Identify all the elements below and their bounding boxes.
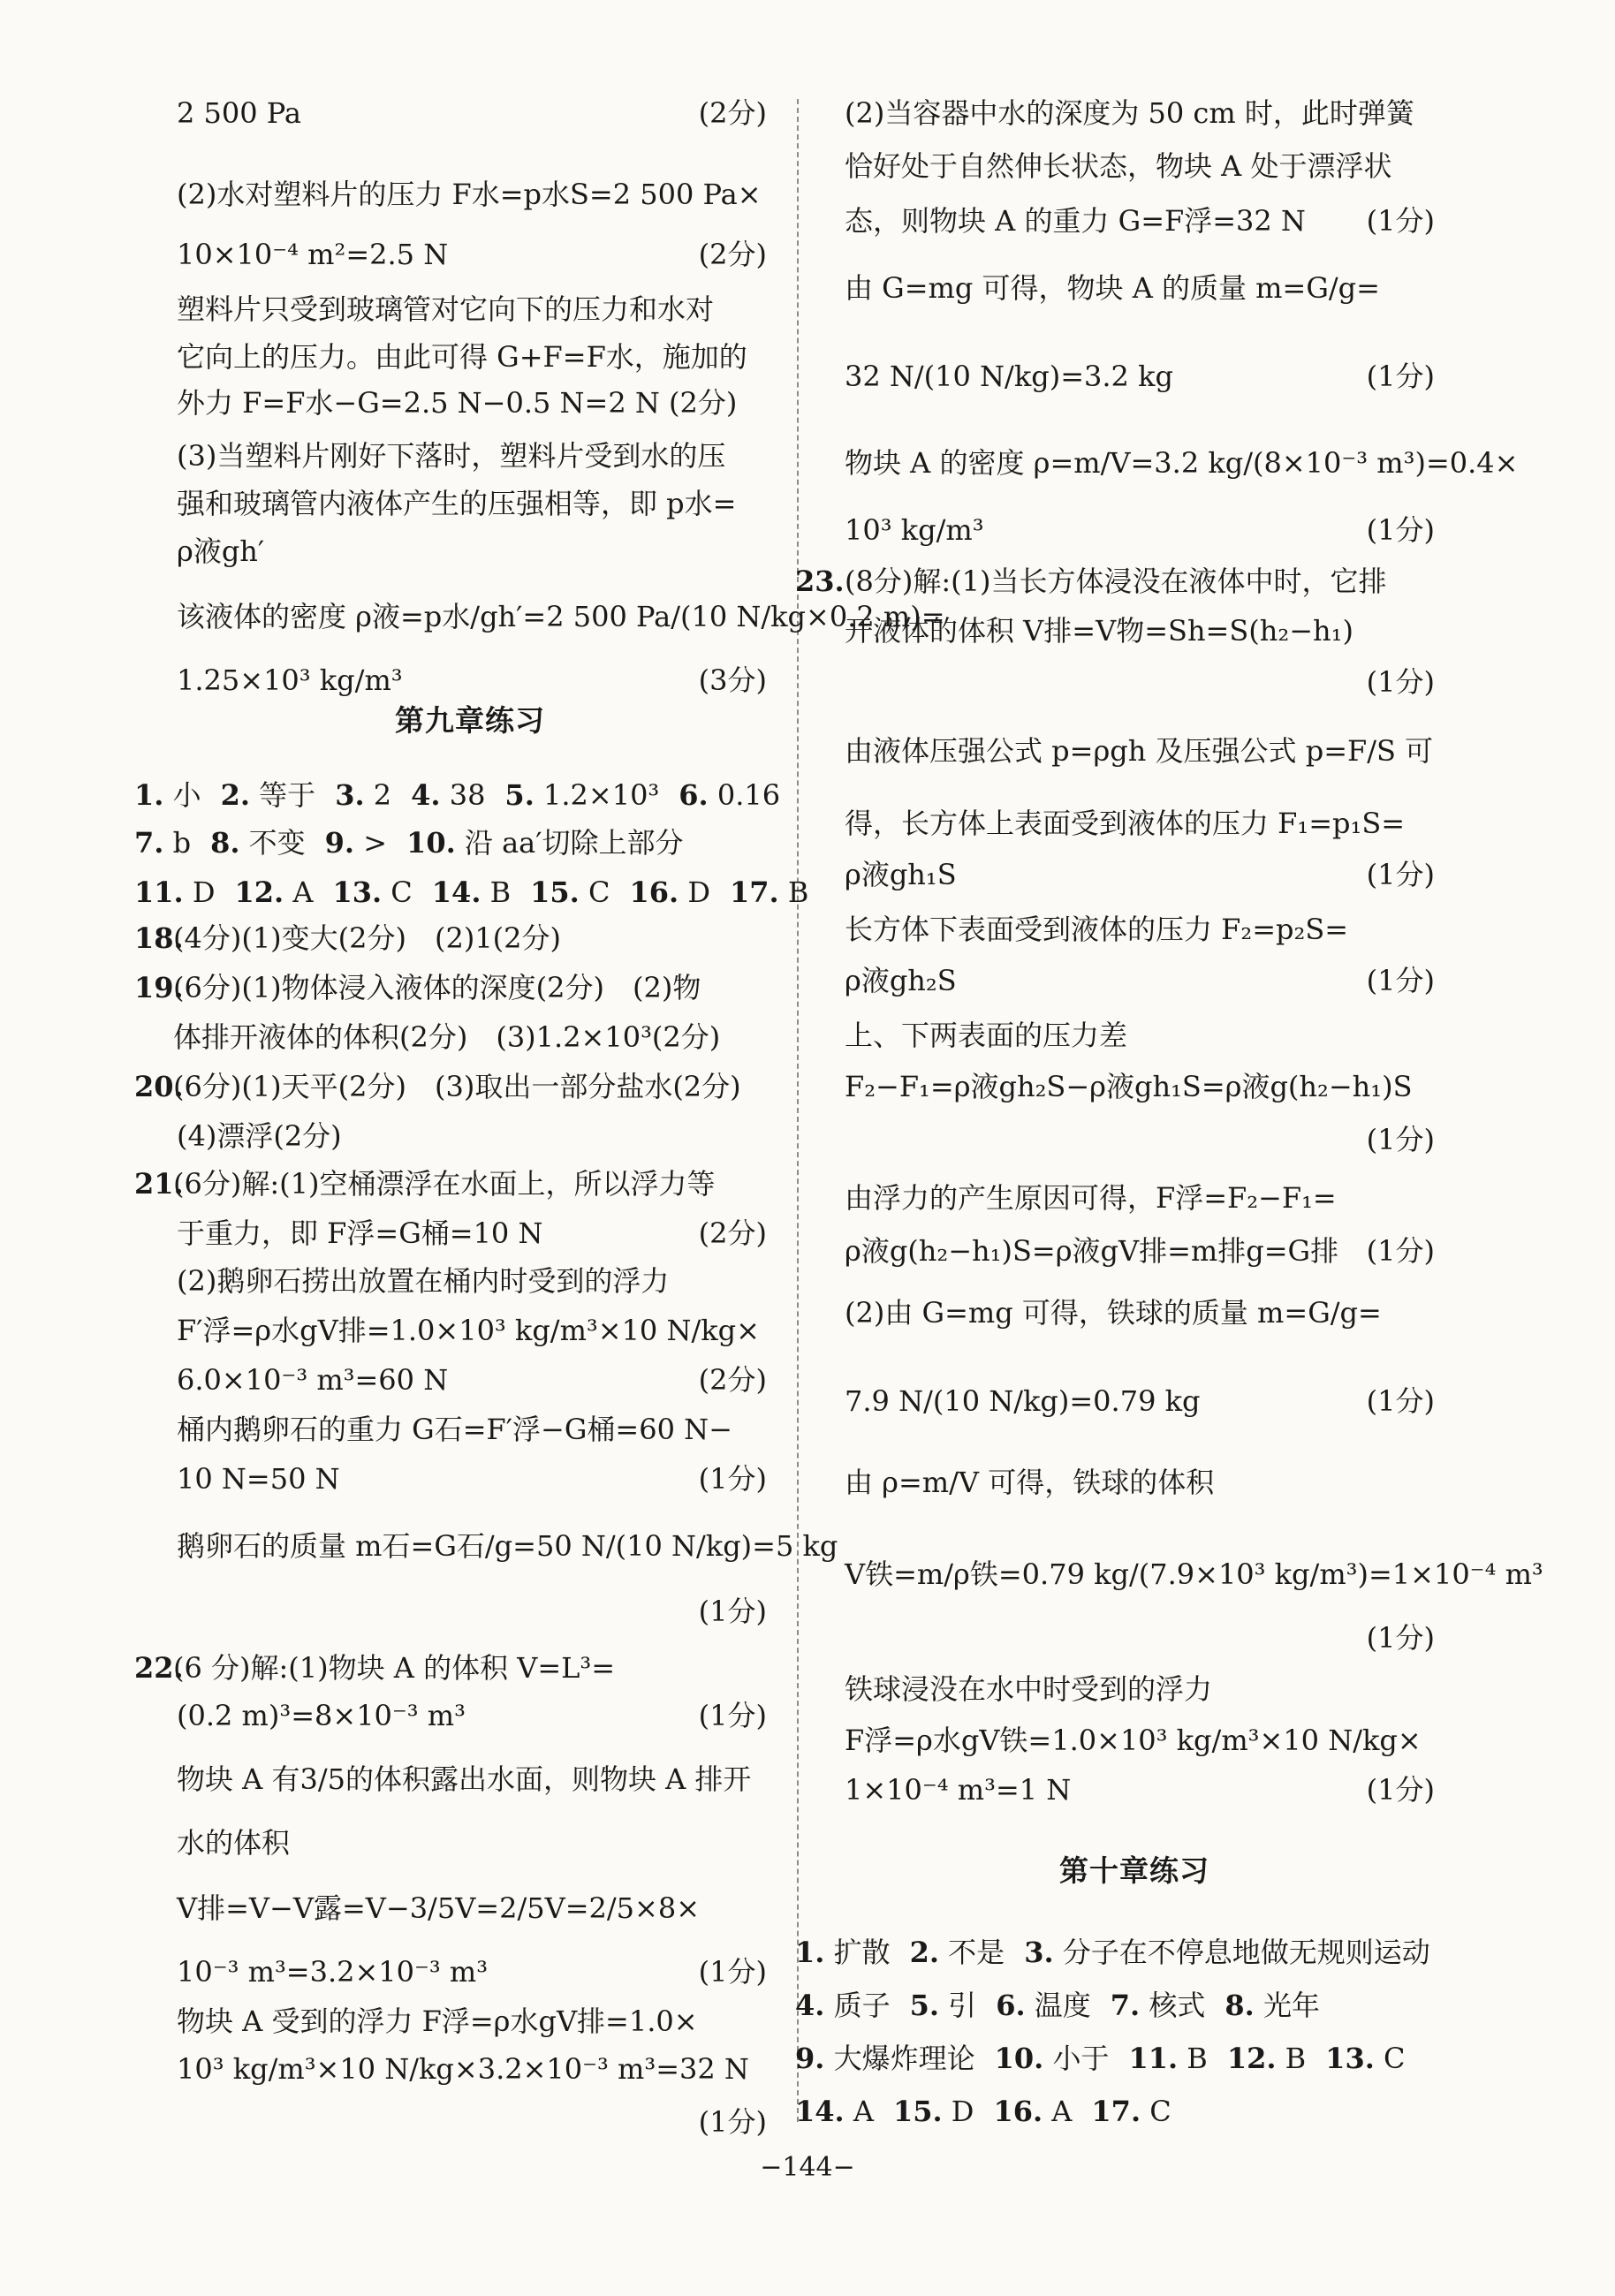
answer-item: [893, 2094, 974, 2129]
answer-number: 17.: [1091, 2095, 1141, 2128]
answer-value: 扩散: [824, 1936, 891, 1969]
q22-line: [173, 1650, 763, 1686]
q23-line: [845, 564, 1435, 599]
answer-number: 6.: [996, 1989, 1026, 2022]
answer-number: 11.: [1128, 2042, 1179, 2075]
answer-item: [795, 2041, 975, 2076]
answer-row: [795, 2041, 1425, 2076]
answer-value: 1.2×10³: [534, 778, 660, 812]
score-points: (1分): [698, 1955, 767, 1989]
score-points: (1分): [1366, 858, 1435, 891]
answer-value: 不变: [239, 826, 306, 860]
q23-line: [845, 613, 1435, 648]
answer-item: [406, 825, 683, 860]
answer-number: 8.: [210, 826, 240, 860]
answer-number: 2.: [909, 1936, 939, 1969]
q23-line: [845, 1465, 1435, 1500]
answer-number: 4.: [795, 1989, 825, 2022]
answer-row: [134, 875, 828, 910]
answer-item: [1227, 2041, 1306, 2076]
score-points: (2分): [698, 238, 767, 271]
solution-line: [177, 385, 767, 421]
q22-line: [177, 1762, 767, 1797]
q21-line: [173, 1166, 763, 1201]
answer-number: 7.: [1110, 1989, 1141, 2022]
answer-item: [411, 777, 485, 813]
answer-number: 14.: [431, 875, 481, 909]
answer-value: 核式: [1140, 1989, 1206, 2022]
answer-value: 引: [939, 1989, 977, 2022]
answer-number: 12.: [1226, 2042, 1277, 2075]
q22-line-text: (6 分)解:(1)物块 A 的体积 V=L³=: [173, 1651, 616, 1685]
score-points: (3分): [698, 663, 767, 697]
q23-line-text: 长方体下表面受到液体的压力 F₂=p₂S=: [845, 913, 1349, 946]
q23-line-text: V铁=m/ρ铁=0.79 kg/(7.9×10³ kg/m³)=1×10⁻⁴ m³: [845, 1557, 1543, 1591]
solution-line-text: 强和玻璃管内液体产生的压强相等，即 p水=: [177, 487, 737, 520]
answer-value: 不是: [939, 1936, 1005, 1969]
q23-line-text: 得，长方体上表面受到液体的压力 F₁=p₁S=: [845, 807, 1406, 840]
q23-line: [845, 1671, 1435, 1707]
answer-item: [795, 1988, 891, 2023]
q22-line-text: 物块 A 有3/5的体积露出水面，则物块 A 排开: [177, 1762, 752, 1796]
q23-line-text: 7.9 N/(10 N/kg)=0.79 kg: [845, 1384, 1201, 1418]
q21-line: [177, 1216, 767, 1251]
answer-number: 11.: [134, 875, 184, 909]
answer-value: 38: [440, 778, 486, 812]
q22-line: [177, 1825, 767, 1860]
solution-line: [177, 237, 767, 272]
score-points: (2分): [698, 1363, 767, 1397]
answer-number: 12.: [234, 875, 284, 909]
answer-item: [134, 777, 201, 813]
answer-value: 温度: [1025, 1989, 1091, 2022]
answer-item: [1111, 1988, 1206, 2023]
q23-line: [845, 912, 1435, 947]
q22-line: [177, 1891, 767, 1926]
answer-item: [629, 875, 710, 910]
q23-line-text: 由浮力的产生原因可得，F浮=F₂−F₁=: [845, 1181, 1337, 1215]
solution-line: [845, 203, 1435, 239]
answer-number: 15.: [892, 2095, 943, 2128]
answer-item: [335, 777, 391, 813]
answer-item: [910, 1935, 1005, 1970]
q23-line-text: 1×10⁻⁴ m³=1 N: [845, 1773, 1072, 1807]
answer-row: [134, 825, 703, 860]
score-points: (1分): [1366, 1234, 1435, 1268]
answer-value: >: [354, 826, 388, 860]
answer-value: A: [1043, 2095, 1073, 2128]
answer-number: 9.: [795, 2042, 825, 2075]
answer-number: 1.: [795, 1936, 825, 1969]
answer-item: [1325, 2041, 1405, 2076]
answer-item: [1024, 1935, 1430, 1970]
solution-line: [177, 177, 767, 212]
q22-line-text: 10³ kg/m³×10 N/kg×3.2×10⁻³ m³=32 N: [177, 2052, 749, 2086]
answer-value: C: [1141, 2095, 1171, 2128]
q23-line-text: F浮=ρ水gV铁=1.0×10³ kg/m³×10 N/kg×: [845, 1724, 1422, 1757]
q21-line-text: 10 N=50 N: [177, 1462, 340, 1496]
q20-line: [173, 1069, 767, 1104]
answer-item: [332, 875, 412, 910]
q23-line-text: 铁球浸没在水中时受到的浮力: [845, 1672, 1213, 1706]
q23-line-text: 开液体的体积 V排=V物=Sh=S(h₂−h₁): [845, 614, 1353, 648]
answer-value: 小: [163, 778, 201, 812]
solution-line-text: 塑料片只受到玻璃管对它向下的压力和水对: [177, 292, 715, 326]
score-points: (1分): [1366, 1621, 1435, 1655]
answer-value: B: [481, 875, 512, 909]
q23-line-text: 由液体压强公式 p=ρgh 及压强公式 p=F/S 可: [845, 734, 1434, 768]
answer-value: B: [778, 875, 809, 909]
answer-item: [134, 875, 216, 910]
solution-line: [177, 438, 767, 474]
answer-number: 14.: [795, 2095, 845, 2128]
solution-line-text: (2)水对塑料片的压力 F水=p水S=2 500 Pa×: [177, 178, 762, 211]
q22-line-text: V排=V−V露=V−3/5V=2/5V=2/5×8×: [177, 1891, 701, 1925]
answer-item: [1091, 2094, 1171, 2129]
solution-line: [845, 512, 1435, 548]
answer-value: 等于: [250, 778, 316, 812]
solution-line-text: 恰好处于自然伸长状态，物块 A 处于漂浮状: [845, 149, 1392, 183]
solution-line-text: 态，则物块 A 的重力 G=F浮=32 N: [845, 204, 1306, 238]
answer-item: [1128, 2041, 1207, 2076]
answer-value: D: [942, 2095, 974, 2128]
q22-line: [177, 1698, 767, 1733]
answer-number: 13.: [332, 875, 383, 909]
q21-line-text: (6分)解:(1)空桶漂浮在水面上，所以浮力等: [173, 1167, 716, 1201]
q23-line-text: 由 ρ=m/V 可得，铁球的体积: [845, 1466, 1215, 1499]
answer-number: 15.: [530, 875, 580, 909]
chapter-heading: 第九章练习: [395, 703, 545, 738]
q23-line: [845, 1723, 1435, 1758]
q20-line-text: (6分)(1)天平(2分) (3)取出一部分盐水(2分): [173, 1070, 741, 1103]
answer-value: D: [679, 875, 710, 909]
q22-line-text: 水的体积: [177, 1826, 291, 1860]
answer-item: [995, 2041, 1110, 2076]
answer-item: [325, 825, 387, 860]
q22-line: [177, 1954, 767, 1989]
right-column: [795, 0, 1543, 2138]
q21-line: [177, 1412, 767, 1447]
q22-line: [177, 2004, 767, 2039]
q22-line-text: 10⁻³ m³=3.2×10⁻³ m³: [177, 1955, 489, 1989]
q23-line: [845, 806, 1435, 841]
q18-line: [173, 921, 767, 956]
answer-number: 13.: [1325, 2042, 1375, 2075]
q23-line: [845, 1018, 1435, 1053]
answer-number: 9.: [324, 826, 355, 860]
score-points: (1分): [698, 1595, 767, 1628]
solution-line-text: 物块 A 的密度 ρ=m/V=3.2 kg/(8×10⁻³ m³)=0.4×: [845, 446, 1519, 480]
question-number: 22.: [134, 1651, 184, 1685]
solution-line-text: 10×10⁻⁴ m²=2.5 N: [177, 238, 449, 271]
q19-line: [173, 1019, 767, 1055]
q21-line-text: 于重力，即 F浮=G桶=10 N: [177, 1216, 543, 1250]
question-number: 18.: [134, 921, 184, 955]
q23-line: [845, 1295, 1435, 1330]
q23-line: [845, 1772, 1435, 1807]
answer-item: [530, 875, 610, 910]
column-divider: [797, 99, 799, 2122]
solution-line: [177, 599, 945, 634]
question-number: 20.: [134, 1070, 184, 1103]
score-points: (1分): [1366, 513, 1435, 547]
answer-item: [134, 825, 191, 860]
score-points: (1分): [698, 1699, 767, 1732]
answer-value: 0.16: [708, 778, 781, 812]
score-points: (1分): [698, 1462, 767, 1496]
page-number: −144−: [760, 2152, 855, 2183]
score-points: (1分): [1366, 1773, 1435, 1807]
answer-value: C: [1374, 2042, 1406, 2075]
question-number: 23.: [795, 565, 845, 598]
score-points: (1分): [1366, 204, 1435, 238]
answer-item: [504, 777, 659, 813]
answer-row: [134, 777, 800, 813]
q23-line: [845, 1233, 1435, 1269]
answer-value: b: [163, 826, 192, 860]
q23-line: [845, 1069, 1435, 1104]
answer-number: 2.: [220, 778, 250, 812]
answer-row: [795, 2094, 1191, 2129]
solution-line-text: 外力 F=F水−G=2.5 N−0.5 N=2 N (2分): [177, 386, 738, 420]
solution-line: [845, 445, 1519, 481]
q19-line-text: (6分)(1)物体浸入液体的深度(2分) (2)物: [173, 971, 701, 1004]
q23-line: [845, 1180, 1435, 1216]
answer-value: A: [284, 875, 314, 909]
solution-line: [845, 270, 1435, 306]
q23-line-text: ρ液gh₂S: [845, 964, 957, 997]
answer-number: 17.: [729, 875, 779, 909]
answer-value: 沿 aa′切除上部分: [455, 826, 684, 860]
q19-line-text: 体排开液体的体积(2分) (3)1.2×10³(2分): [173, 1020, 721, 1054]
answer-value: 光年: [1254, 1989, 1320, 2022]
score-points: (1分): [1366, 1123, 1435, 1156]
score-points: (1分): [1366, 360, 1435, 393]
score-points: (2分): [698, 1216, 767, 1250]
answer-item: [993, 2094, 1072, 2129]
solution-line: [845, 148, 1435, 184]
answer-number: 5.: [909, 1989, 939, 2022]
answer-number: 16.: [993, 2095, 1043, 2128]
answer-number: 4.: [411, 778, 441, 812]
answer-item: [679, 777, 780, 813]
solution-line-text: (2)当容器中水的深度为 50 cm 时，此时弹簧: [845, 96, 1414, 130]
answer-row: [795, 1988, 1339, 2023]
answer-value: B: [1276, 2042, 1307, 2075]
q21-line-text: 鹅卵石的质量 m石=G石/g=50 N/(10 N/kg)=5 kg: [177, 1529, 838, 1563]
solution-line: [177, 663, 767, 698]
q21-line: [177, 1528, 838, 1564]
q19-line: [173, 970, 767, 1005]
q23-line-text: (8分)解:(1)当长方体浸没在液体中时，它排: [845, 565, 1387, 598]
solution-line-text: 该液体的密度 ρ液=p水/gh′=2 500 Pa/(10 N/kg×0.2 m)=: [177, 600, 945, 633]
question-number: 19.: [134, 971, 184, 1004]
answer-number: 10.: [994, 2042, 1044, 2075]
answer-item: [910, 1988, 977, 2023]
solution-line-text: (3)当塑料片刚好下落时，塑料片受到水的压: [177, 439, 726, 473]
answer-item: [795, 2094, 874, 2129]
q23-line: [845, 857, 1435, 892]
answer-value: 大爆炸理论: [824, 2042, 975, 2075]
solution-line-text: 32 N/(10 N/kg)=3.2 kg: [845, 360, 1173, 393]
answer-value: B: [1178, 2042, 1208, 2075]
answer-value: C: [579, 875, 610, 909]
answer-item: [996, 1988, 1091, 2023]
answer-number: 16.: [629, 875, 679, 909]
answer-number: 1.: [134, 778, 164, 812]
score-points: (1分): [1366, 1384, 1435, 1418]
answer-item: [221, 777, 316, 813]
solution-line: [177, 95, 767, 131]
solution-line-text: 它向上的压力。由此可得 G+F=F水，施加的: [177, 340, 747, 374]
solution-line: [845, 95, 1435, 131]
q21-line-text: F′浮=ρ水gV排=1.0×10³ kg/m³×10 N/kg×: [177, 1314, 760, 1347]
solution-line: [177, 534, 767, 569]
answer-value: A: [844, 2095, 874, 2128]
q23-line-text: 上、下两表面的压力差: [845, 1019, 1128, 1052]
q23-line: [845, 1557, 1543, 1592]
question-number: 21.: [134, 1167, 184, 1201]
q22-line-text: (0.2 m)³=8×10⁻³ m³: [177, 1699, 466, 1732]
answer-item: [210, 825, 306, 860]
solution-line-text: 2 500 Pa: [177, 96, 301, 130]
answer-number: 5.: [504, 778, 535, 812]
q21-line-text: (2)鹅卵石捞出放置在桶内时受到的浮力: [177, 1264, 670, 1298]
q23-line: [845, 733, 1435, 769]
answer-value: C: [382, 875, 413, 909]
q21-line: [177, 1362, 767, 1398]
q23-line-text: F₂−F₁=ρ液gh₂S−ρ液gh₁S=ρ液g(h₂−h₁)S: [845, 1070, 1413, 1103]
answer-item: [1225, 1988, 1320, 2023]
solution-line-text: 由 G=mg 可得，物块 A 的质量 m=G/g=: [845, 271, 1380, 305]
q18-line-text: (4分)(1)变大(2分) (2)1(2分): [173, 921, 562, 955]
solution-line: [177, 486, 767, 521]
solution-line: [845, 359, 1435, 394]
answer-number: 8.: [1225, 1989, 1255, 2022]
q21-line: [177, 1263, 767, 1299]
q21-line-text: 6.0×10⁻³ m³=60 N: [177, 1363, 449, 1397]
answer-value: 小于: [1043, 2042, 1110, 2075]
q22-line-text: 物块 A 受到的浮力 F浮=ρ水gV排=1.0×: [177, 2004, 698, 2038]
answer-number: 3.: [335, 778, 365, 812]
answer-item: [795, 1935, 891, 1970]
solution-line: [177, 339, 767, 375]
solution-line-text: 1.25×10³ kg/m³: [177, 663, 403, 697]
answer-item: [730, 875, 808, 910]
answer-value: 2: [364, 778, 392, 812]
q20-line: [177, 1118, 767, 1154]
q21-line-text: 桶内鹅卵石的重力 G石=F′浮−G桶=60 N−: [177, 1413, 732, 1446]
answer-row: [795, 1935, 1450, 1970]
answer-value: 质子: [824, 1989, 891, 2022]
answer-number: 3.: [1024, 1936, 1054, 1969]
q21-line: [177, 1461, 767, 1497]
answer-number: 6.: [679, 778, 709, 812]
q22-line: [177, 2051, 767, 2087]
answer-item: [235, 875, 314, 910]
score-points: (1分): [698, 2105, 767, 2139]
q21-line: [177, 1313, 767, 1348]
answer-value: D: [183, 875, 216, 909]
score-points: (1分): [1366, 665, 1435, 699]
score-points: (1分): [1366, 964, 1435, 997]
q23-line: [845, 1383, 1435, 1419]
solution-line-text: 10³ kg/m³: [845, 513, 984, 547]
q23-line-text: ρ液g(h₂−h₁)S=ρ液gV排=m排g=G排: [845, 1234, 1339, 1268]
solution-line-text: ρ液gh′: [177, 534, 265, 568]
solution-line: [177, 292, 767, 327]
answer-item: [432, 875, 511, 910]
q23-line-text: ρ液gh₁S: [845, 858, 957, 891]
q23-line-text: (2)由 G=mg 可得，铁球的质量 m=G/g=: [845, 1296, 1382, 1330]
answer-number: 7.: [134, 826, 164, 860]
q23-line: [845, 963, 1435, 998]
score-points: (2分): [698, 96, 767, 130]
q20-line-text: (4)漂浮(2分): [177, 1119, 342, 1153]
answer-number: 10.: [406, 826, 456, 860]
answer-value: 分子在不停息地做无规则运动: [1053, 1936, 1430, 1969]
chapter-heading: 第十章练习: [1059, 1853, 1209, 1888]
